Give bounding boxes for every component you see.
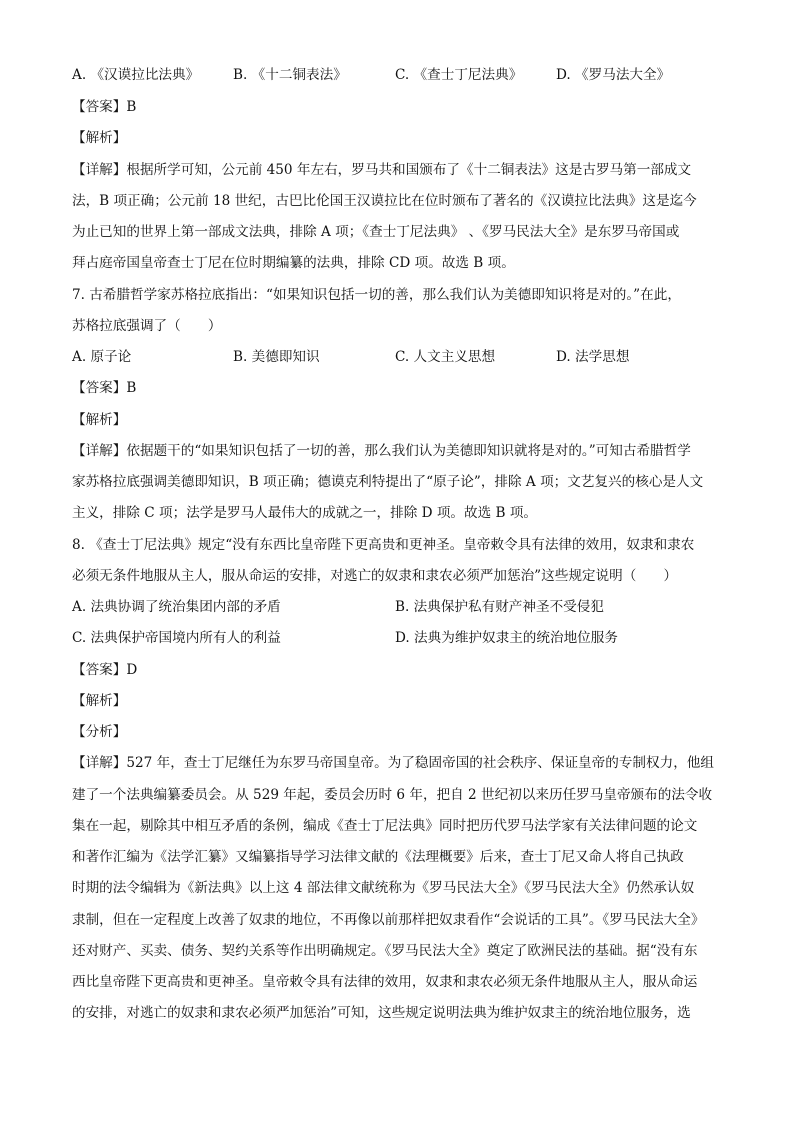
- q6-option-b: B. 《十二铜表法》: [233, 67, 347, 83]
- q6-option-a: A. 《汉谟拉比法典》: [72, 67, 200, 83]
- q7-detail-line: 主义，排除 C 项；法学是罗马人最伟大的成就之一，排除 D 项。故选 B 项。: [72, 505, 538, 521]
- q8-analysis2-label: 【分析】: [72, 724, 127, 740]
- q7-detail-line: 【详解】依据题干的“如果知识包括了一切的善，那么我们认为美德即知识就将是对的。”可知古希腊哲学: [72, 443, 691, 459]
- q8-detail-line: 集在一起，剔除其中相互矛盾的条例，编成《查士丁尼法典》同时把历代罗马法学家有关法律问题的论文: [72, 818, 698, 834]
- q8-detail-line: 还对财产、买卖、债务、契约关系等作出明确规定。《罗马民法大全》奠定了欧洲民法的基础。据“没有东: [72, 943, 698, 959]
- q8-option-c: C. 法典保护帝国境内所有人的利益: [72, 630, 281, 646]
- q7-option-c: C. 人文主义思想: [395, 349, 496, 365]
- q6-detail-line: 【详解】根据所学可知，公元前 450 年左右，罗马共和国颁布了《十二铜表法》这是古罗马第一部成文: [72, 162, 692, 178]
- q8-detail-line: 建了一个法典编纂委员会。从 529 年起，委员会历时 6 年，把自 2 世纪初以来历任罗马皇帝颁布的法令收: [72, 787, 713, 803]
- q6-detail-line: 拜占庭帝国皇帝查士丁尼在位时期编纂的法典，排除 CD 项。故选 B 项。: [72, 255, 515, 271]
- q8-detail-line: 的安排，对逃亡的奴隶和隶农必须严加惩治”可知，这些规定说明法典为维护奴隶主的统治地位服务，选: [72, 1005, 691, 1021]
- q7-detail-line: 家苏格拉底强调美德即知识，B 项正确；德谟克利特提出了“原子论”，排除 A 项；文艺复兴的核心是人文: [72, 474, 704, 490]
- q8-option-b: B. 法典保护私有财产神圣不受侵犯: [395, 599, 604, 615]
- q8-analysis-label: 【解析】: [72, 693, 127, 709]
- q8-answer: 【答案】D: [72, 662, 138, 678]
- q7-option-b: B. 美德即知识: [233, 349, 320, 365]
- q8-stem-line: 8. 《查士丁尼法典》规定“没有东西比皇帝陛下更高贵和更神圣。皇帝敕令具有法律的效用，奴隶和隶农: [72, 537, 695, 553]
- q8-detail-line: 时期的法令编辑为《新法典》以上这 4 部法律文献统称为《罗马民法大全》《罗马民法大全》仍然承认奴: [72, 880, 695, 896]
- q8-option-a: A. 法典协调了统治集团内部的矛盾: [72, 599, 281, 615]
- q6-answer: 【答案】B: [72, 99, 137, 115]
- q6-detail-line: 法，B 项正确；公元前 18 世纪，古巴比伦国王汉谟拉比在位时颁布了著名的《汉谟拉比法典》这是迄今: [72, 193, 697, 209]
- q8-stem-line: 必须无条件地服从主人，服从命运的安排，对逃亡的奴隶和隶农必须严加惩治”这些规定说明（ ）: [72, 568, 678, 584]
- q7-analysis-label: 【解析】: [72, 412, 127, 428]
- q7-stem-line: 7. 古希腊哲学家苏格拉底指出：“如果知识包括一切的善，那么我们认为美德即知识将是对的。”在此，: [72, 287, 681, 303]
- q8-option-d: D. 法典为维护奴隶主的统治地位服务: [395, 630, 618, 646]
- q6-analysis-label: 【解析】: [72, 130, 127, 146]
- q6-option-c: C. 《查士丁尼法典》: [395, 67, 523, 83]
- q6-detail-line: 为止已知的世界上第一部成文法典，排除 A 项；《查士丁尼法典》 、《罗马民法大全》是东罗马帝国或: [72, 224, 680, 240]
- q8-detail-line: 【详解】527 年，查士丁尼继任为东罗马帝国皇帝。为了稳固帝国的社会秩序、保证皇帝的专制权力，他组: [72, 755, 714, 771]
- q7-answer: 【答案】B: [72, 380, 137, 396]
- q8-detail-line: 西比皇帝陛下更高贵和更神圣。皇帝敕令具有法律的效用，奴隶和隶农必须无条件地服从主人，服从命运: [72, 974, 698, 990]
- q8-detail-line: 隶制，但在一定程度上改善了奴隶的地位，不再像以前那样把奴隶看作“会说话的工具”。《罗马民法大全》: [72, 912, 705, 928]
- q7-option-a: A. 原子论: [72, 349, 132, 365]
- q8-detail-line: 和著作汇编为《法学汇纂》又编纂指导学习法律文献的《法理概要》后来，查士丁尼又命人将自己执政: [72, 849, 684, 865]
- q7-option-d: D. 法学思想: [556, 349, 630, 365]
- q7-stem-line: 苏格拉底强调了（ ）: [72, 318, 222, 334]
- q6-option-d: D. 《罗马法大全》: [556, 67, 671, 83]
